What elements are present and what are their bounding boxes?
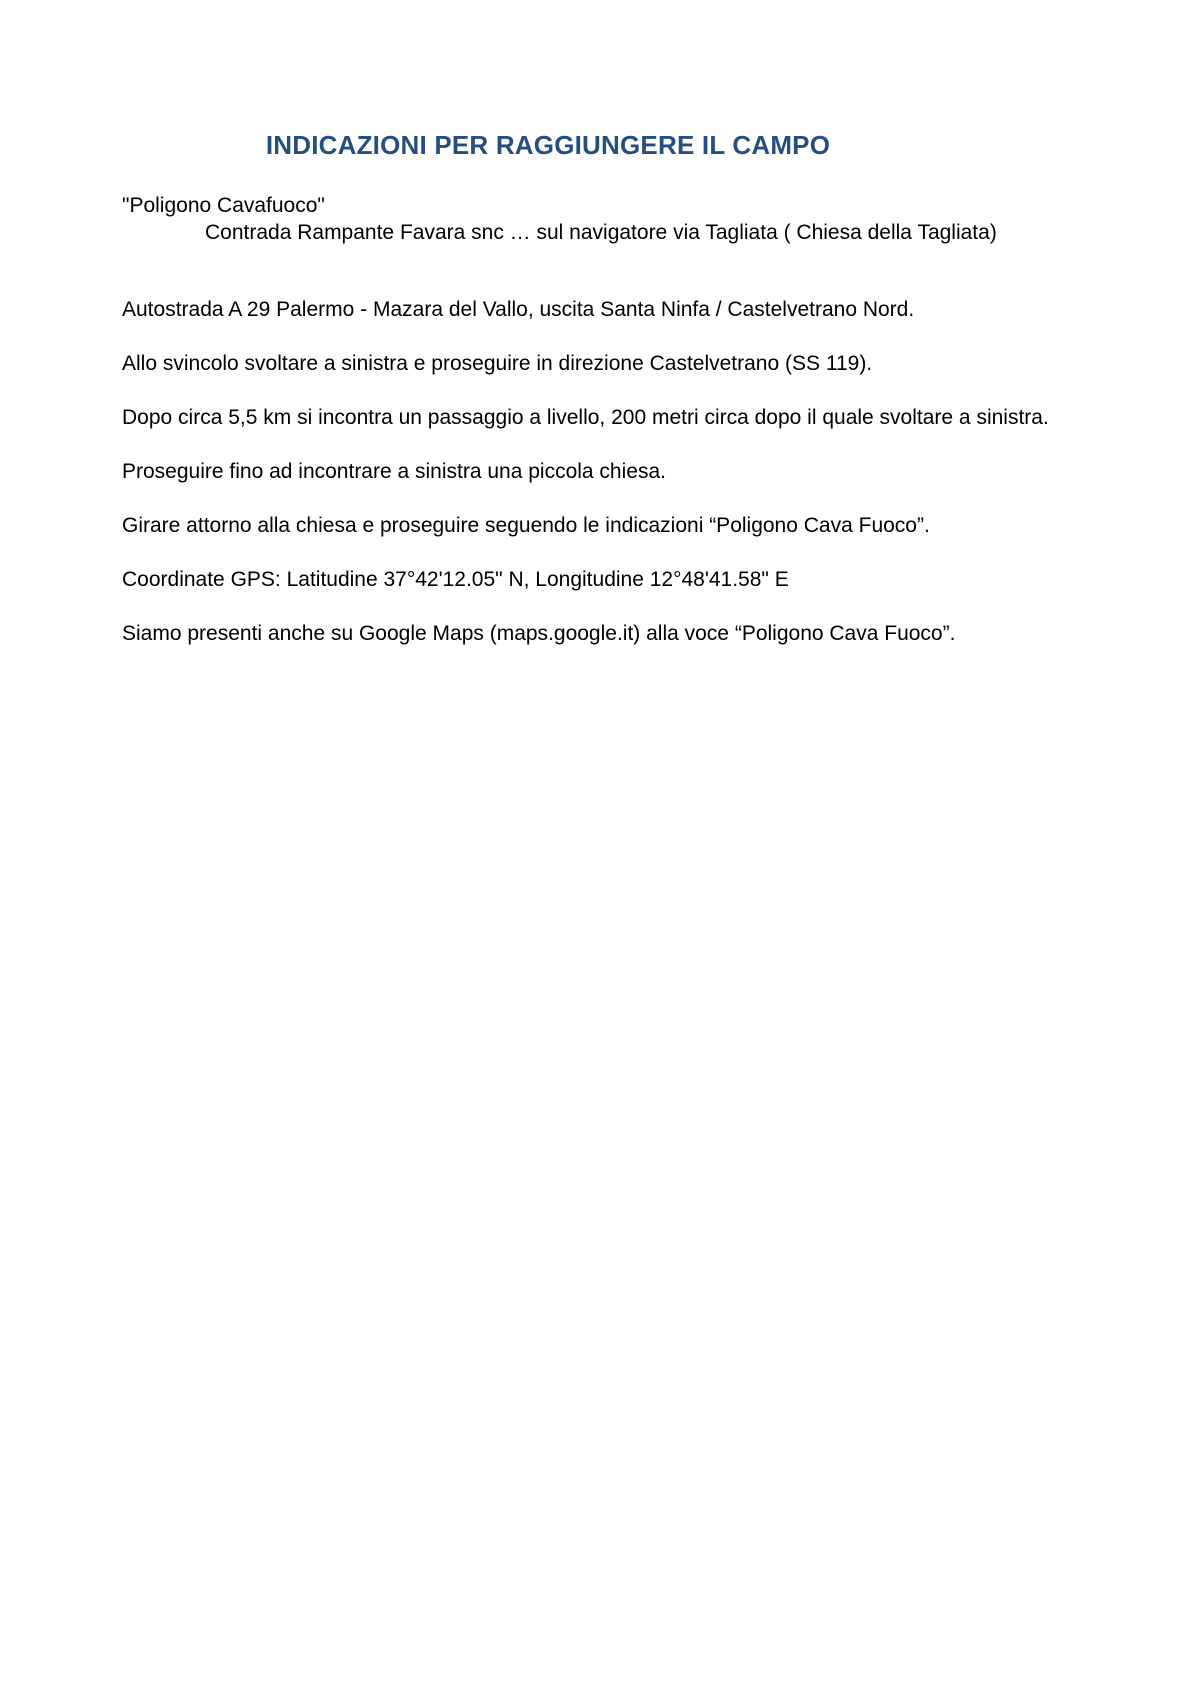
address-block — [122, 192, 1068, 246]
direction-paragraph: Autostrada A 29 Palermo - Mazara del Vallo, uscita Santa Ninfa / Castelvetrano Nord. — [122, 298, 915, 321]
address-street: Contrada Rampante Favara snc … sul navigatore via Tagliata ( Chiesa della Tagliata) — [205, 221, 997, 244]
direction-paragraph: Siamo presenti anche su Google Maps (maps.google.it) alla voce “Poligono Cava Fuoco”. — [122, 622, 956, 645]
direction-paragraph: Proseguire fino ad incontrare a sinistra una piccola chiesa. — [122, 460, 666, 483]
document-title: INDICAZIONI PER RAGGIUNGERE IL CAMPO — [265, 130, 831, 160]
direction-paragraph: Dopo circa 5,5 km si incontra un passaggio a livello, 200 metri circa dopo il quale svoltare a sinistra. — [122, 406, 1049, 429]
directions-list — [122, 296, 1068, 647]
direction-paragraph: Allo svincolo svoltare a sinistra e proseguire in direzione Castelvetrano (SS 119). — [122, 352, 873, 375]
address-name: "Poligono Cavafuoco" — [122, 194, 325, 217]
direction-paragraph: Girare attorno alla chiesa e proseguire seguendo le indicazioni “Poligono Cava Fuoco”. — [122, 514, 930, 537]
direction-paragraph: Coordinate GPS: Latitudine 37°42'12.05" N, Longitudine 12°48'41.58" E — [122, 568, 789, 591]
